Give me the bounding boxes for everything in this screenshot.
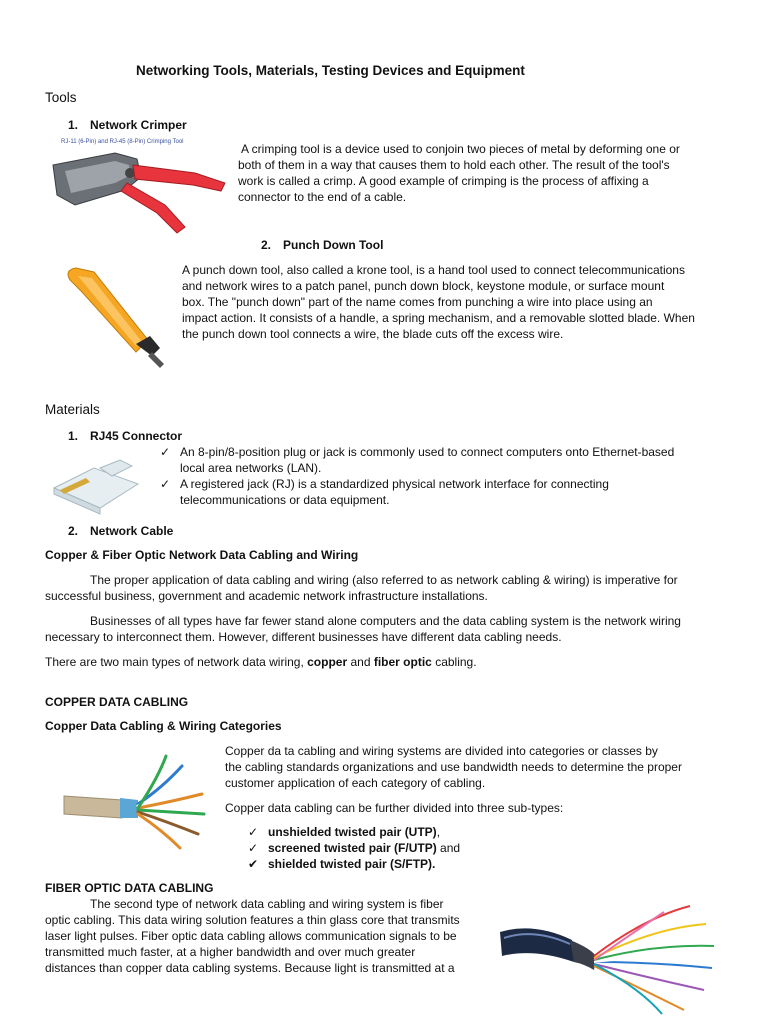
crimper-name: Network Crimper	[90, 118, 187, 132]
check-icon: ✓	[160, 445, 171, 459]
crimper-image-caption: RJ-11 (6-Pin) and RJ-45 (8-Pin) Crimping Tool	[61, 139, 184, 145]
cabling-paragraph-3: There are two main types of network data wiring, copper and fiber optic cabling.	[45, 655, 477, 669]
punch-line: box. The "punch down" part of the name comes from punching a wire into place using an	[182, 295, 653, 309]
document-title: Networking Tools, Materials, Testing Devices and Equipment	[136, 63, 525, 78]
cable-name: Network Cable	[90, 524, 174, 538]
rj45-bullet-list	[160, 444, 674, 508]
rj45-bullet-cont: telecommunications or data equipment.	[180, 493, 390, 507]
fiber-optic-cable-image	[494, 898, 720, 1020]
materials-heading: Materials	[45, 402, 100, 417]
cable-heading	[68, 523, 173, 539]
crimper-image	[45, 135, 235, 240]
punch-number: 2.	[261, 238, 272, 252]
crimper-number: 1.	[68, 118, 79, 132]
check-icon: ✓	[248, 825, 259, 839]
crimper-line: A crimping tool is a device used to conjoin two pieces of metal by deforming one or	[241, 142, 680, 156]
crimper-line: both of them in a way that causes them to hold each other. The result of the tool's	[238, 158, 670, 172]
punch-line: impact action. It consists of a handle, a spring mechanism, and a removable slotted blade. When	[182, 311, 695, 325]
punch-description	[182, 262, 695, 342]
rj45-number: 1.	[68, 429, 79, 443]
check-icon: ✓	[248, 841, 259, 855]
cabling-subheading: Copper & Fiber Optic Network Data Cabling and Wiring	[45, 548, 359, 562]
copper-subtype: ✔ shielded twisted pair (S/FTP).	[248, 857, 436, 871]
punch-line: A punch down tool, also called a krone tool, is a hand tool used to connect telecommunications	[182, 263, 685, 277]
check-icon: ✓	[160, 477, 171, 491]
rj45-name: RJ45 Connector	[90, 429, 183, 443]
cabling-paragraph-2: Businesses of all types have far fewer stand alone computers and the data cabling system is the network wiring necessary to interconnect them. However, different businesses have different data cabling needs.	[45, 614, 681, 644]
copper-cable-image	[62, 748, 212, 858]
copper-heading: COPPER DATA CABLING	[45, 695, 189, 709]
rj45-heading	[68, 428, 182, 444]
crimper-heading	[68, 117, 187, 133]
punch-heading	[261, 237, 383, 253]
fiber-description: The second type of network data cabling and wiring system is fiber optic cabling. This data wiring solution features a thin glass core that transmits laser light pulses. Fiber optic data cabling allows communication signals to be transmitted much faster, at a higher bandwidth and over much greater distances than copper data cabling systems. Because light is transmitted at a	[45, 897, 460, 975]
crimper-description	[238, 141, 680, 205]
punch-line: and network wires to a patch panel, punch down block, keystone module, or surface mount	[182, 279, 665, 293]
rj45-bullet-cont: local area networks (LAN).	[180, 461, 322, 475]
crimper-line: connector to the end of a cable.	[238, 190, 407, 204]
copper-subtype: ✓ screened twisted pair (F/UTP) and	[248, 841, 461, 855]
copper-subtypes-intro: Copper data cabling can be further divided into three sub-types:	[225, 801, 564, 815]
fiber-heading: FIBER OPTIC DATA CABLING	[45, 881, 214, 895]
crimper-line: work is called a crimp. A good example of crimping is the process of affixing a	[238, 174, 649, 188]
tools-heading: Tools	[45, 90, 77, 105]
punch-name: Punch Down Tool	[283, 238, 384, 252]
punch-tool-image	[60, 262, 178, 382]
copper-subtype-list	[248, 824, 460, 872]
copper-description: Copper da ta cabling and wiring systems are divided into categories or classes by the cabling standards organizations and use bandwidth needs to determine the proper customer application of each category of cabling.	[225, 744, 682, 790]
rj45-connector-image	[48, 458, 148, 516]
copper-subheading: Copper Data Cabling & Wiring Categories	[45, 719, 282, 733]
punch-line: the punch down tool connects a wire, the blade cuts off the excess wire.	[182, 327, 564, 341]
cable-number: 2.	[68, 524, 79, 538]
cabling-paragraph-1: The proper application of data cabling and wiring (also referred to as network cabling & wiring) is imperative for successful business, government and academic network infrastructure installations.	[45, 573, 678, 603]
copper-subtype: ✓ unshielded twisted pair (UTP),	[248, 825, 441, 839]
rj45-bullet: ✓ An 8-pin/8-position plug or jack is commonly used to connect computers onto Ethernet-based	[160, 445, 675, 459]
check-icon: ✔	[248, 857, 259, 871]
rj45-bullet: ✓ A registered jack (RJ) is a standardized physical network interface for connecting	[160, 477, 609, 491]
